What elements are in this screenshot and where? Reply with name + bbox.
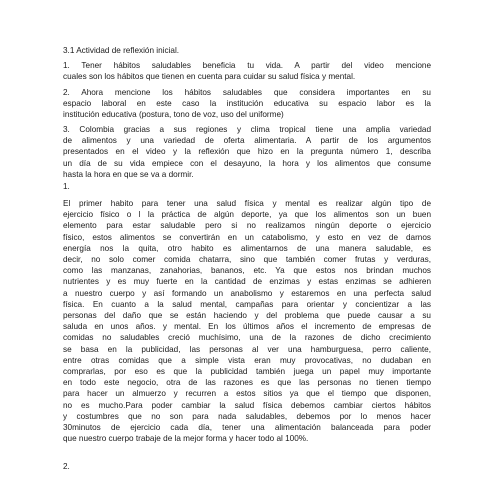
question-3-line: de alimentos y una variedad de oferta alimentaria. A partir de los argumentos: [63, 136, 431, 146]
answer-1-line: comprarlas, por eso es que la publicidad también juega un papel muy importante: [63, 367, 431, 377]
question-3-line: presentados en el video y la reflexión que hizo en la pregunta número 1, describa: [63, 147, 431, 157]
answer-1-line: se basa en la publicidad, las personas al ver una hamburguesa, perro caliente,: [63, 344, 431, 354]
answer-1-line: 30minutos de ejercicio cada día, tener una alimentación balanceada para poder: [63, 423, 431, 433]
answer-1-line: entre otras comidas que a simple vista eran muy provocativas, no dudaban en: [63, 355, 431, 365]
page-heading: [63, 45, 431, 56]
answer-1-line: nutrientes y es muy fuerte en la cantidad de enzimas y estas enzimas se adhieren: [63, 277, 431, 287]
answer-1-line: decir, no solo comer comida chatarra, sino que también comer frutas y verduras,: [63, 255, 431, 265]
answer-2-label: [63, 461, 431, 472]
answer-1-line: que nuestro cuerpo trabaje de la mejor forma y hacer todo al 100%.: [63, 434, 309, 444]
answer-1-line: ejercicio físico o l la práctica de algún deporte, ya que los alimentos son un buen: [63, 210, 431, 220]
answer-1-line: para hacer un almuerzo y recurren a estos sitios ya que el tiempo que disponen,: [63, 389, 431, 399]
heading-text: 3.1 Actividad de reflexión inicial.: [63, 46, 180, 55]
question-3-line: hasta la hora en que se va a dormir.: [63, 169, 194, 179]
question-2-line: espacio laboral en este caso la institución educativa su espacio labor es la: [63, 99, 431, 109]
question-2: [63, 87, 431, 121]
answer-1-line: personas del daño que se están haciendo y del problema que puede causar a su: [63, 311, 431, 321]
answer-2-number: 2.: [63, 462, 70, 471]
answer-1-line: a nuestro cuerpo y así formando un anabolismo y estaremos en una perfecta salud: [63, 288, 431, 298]
answer-1-line: saluda en unos años. y mental. En los últimos años el incremento de empresas de: [63, 322, 431, 332]
answer-1-line: físico, estos alimentos se convertirán en un catabolismo, y esto en vez de darnos: [63, 232, 431, 242]
question-3: [63, 124, 431, 180]
answer-1-label: [63, 181, 431, 192]
answer-1-line: no es mucho.Para poder cambiar la salud física debemos cambiar ciertos hábitos: [63, 400, 431, 410]
answer-1-line: energía nos la quita, otro habito es alimentarnos de una manera saludable, es: [63, 243, 431, 253]
question-1-line: 1. Tener hábitos saludables beneficia tu vida. A partir del video mencione: [63, 61, 431, 70]
question-3-line: un día de su vida empiece con el desayuno, la hora y los alimentos que consume: [63, 158, 431, 168]
answer-1-number: 1.: [63, 182, 70, 191]
answer-1-line: El primer habito para tener una salud física y mental es realizar algún tipo de: [63, 199, 431, 208]
question-1-line: cuales son los hábitos que tienen en cuenta para cuidar su salud física y mental.: [63, 72, 356, 82]
question-1: [63, 60, 431, 82]
answer-1-line: y costumbres que no son para nada saludables, debemos por lo menos hacer: [63, 411, 431, 421]
answer-1-line: como las manzanas, zanahorias, bananos, etc. Ya que estos nos brindan muchos: [63, 266, 431, 276]
answer-1-line: física. En cuanto a la salud mental, campañas para orientar y concientizar a las: [63, 299, 431, 309]
answer-1-line: comidas no saludables creció muchísimo, una de la razones de dicho crecimiento: [63, 333, 431, 343]
question-2-line: institución educativa (postura, tono de voz, uso del uniforme): [63, 110, 284, 120]
question-2-line: 2. Ahora mencione los hábitos saludables que considera importantes en su: [63, 88, 431, 97]
answer-1-paragraph: [63, 198, 431, 444]
question-3-line: 3. Colombia gracias a sus regiones y clima tropical tiene una amplia variedad: [63, 125, 431, 134]
answer-1-line: elemento para estar saludable pero si no realizamos ningún deporte o ejercicio: [63, 221, 431, 231]
answer-1-line: en todo este negocio, otra de las razones es que las personas no tienen tiempo: [63, 378, 431, 388]
